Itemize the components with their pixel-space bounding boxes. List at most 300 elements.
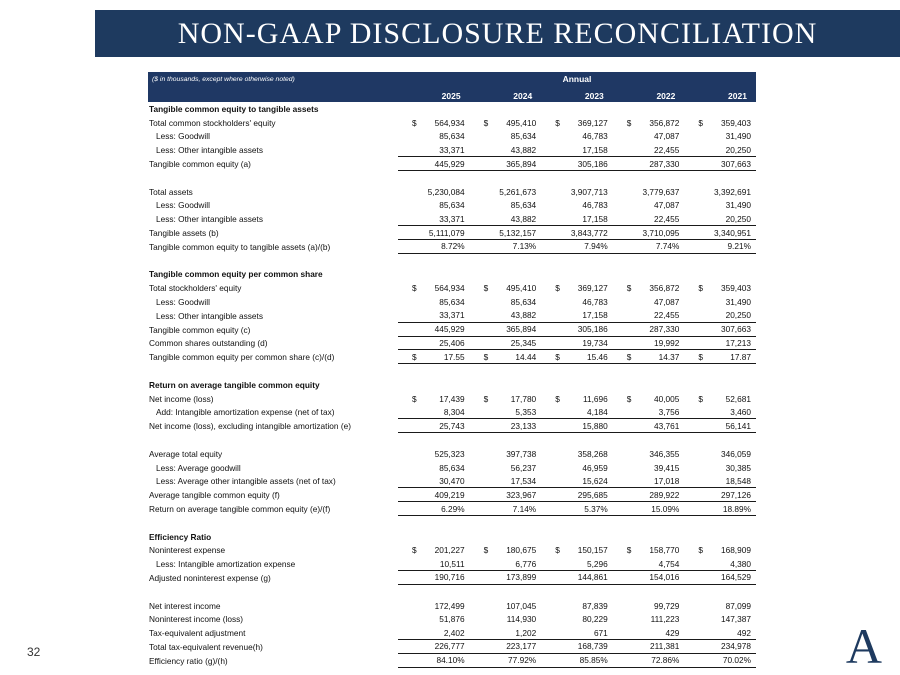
cell-number: 201,227 [434,545,465,556]
cell-value: 8,304 [398,406,470,420]
cell-number: 14.37 [658,351,680,362]
dollar-sign: $ [626,545,632,556]
cell-value: 85.85% [541,654,613,668]
cell-value: 307,663 [684,157,756,171]
cell-value: 72.86% [613,654,685,668]
cell-value: 56,237 [510,462,537,473]
cell-value: 3,779,637 [642,186,680,197]
cell-value: 23,133 [470,419,542,433]
year-label: 2022 [648,90,677,103]
cell-value: 56,141 [684,419,756,433]
cell-value: 85,634 [439,462,465,473]
table-row [148,309,756,323]
cell-value: 6,776 [470,557,542,571]
cell-value [398,281,470,295]
table-row [148,212,756,226]
spacer-row [148,254,756,268]
cell-value: 43,882 [470,212,542,226]
cell-value: 365,894 [470,157,542,171]
row-label: Less: Goodwill [156,297,210,308]
dollar-sign: $ [412,117,417,128]
row-label: Return on average tangible common equity (e)/(f) [149,504,331,514]
cell-value: 20,250 [684,143,756,157]
dollar-sign: $ [626,393,632,404]
cell-number: 17.87 [730,351,751,362]
cell-number: 15.46 [587,351,608,362]
cell-value: 31,490 [725,131,751,142]
cell-value: 297,126 [684,488,756,502]
cell-value: 7.74% [613,240,685,254]
row-label: Less: Other intangible assets [156,310,263,321]
cell-value: 358,268 [577,448,608,459]
cell-value: 409,219 [398,488,470,502]
cell-value [470,116,542,130]
cell-value [684,350,756,364]
cell-value: 10,511 [398,557,470,571]
cell-number: 52,681 [725,393,751,404]
cell-value: 289,922 [613,488,685,502]
cell-value: 70.02% [684,654,756,668]
row-label: Noninterest expense [149,545,226,556]
cell-value: 114,930 [506,614,537,625]
row-label: Total common stockholders' equity [149,117,276,128]
cell-value: 6.29% [398,502,470,516]
table-row [148,350,756,364]
row-label: Average tangible common equity (f) [149,490,280,501]
dollar-sign: $ [412,545,417,556]
table-row [148,557,756,571]
row-label: Less: Other intangible assets [156,214,263,225]
table-row [148,116,756,130]
cell-value [684,116,756,130]
row-label: Tangible common equity (a) [149,159,251,170]
cell-value: 84.10% [398,654,470,668]
table-row [148,185,756,199]
year-label: 2025 [434,90,463,103]
cell-value: 99,729 [653,600,680,611]
cell-value: 77.92% [470,654,542,668]
cell-value [470,544,542,558]
cell-value: 4,380 [684,557,756,571]
row-label: Total assets [149,186,193,197]
year-header [684,86,756,104]
row-label: Common shares outstanding (d) [149,338,268,349]
table-header-note-row [148,72,756,86]
cell-value: 46,783 [582,297,608,308]
table-row [148,295,756,309]
dollar-sign: $ [698,545,703,556]
cell-value: 15,880 [541,419,613,433]
cell-number: 17,780 [510,393,537,404]
cell-value: 87,099 [725,600,751,611]
cell-value: 47,087 [653,297,680,308]
cell-value: 3,756 [613,406,685,420]
company-logo: A [845,618,882,674]
cell-value [684,544,756,558]
cell-value: 287,330 [613,323,685,337]
row-label: Total stockholders' equity [149,283,242,294]
cell-value: 47,087 [653,200,680,211]
cell-value: 85,634 [510,200,537,211]
cell-value: 234,978 [684,640,756,654]
row-label: Return on average tangible common equity [149,379,320,390]
cell-value: 17,213 [684,337,756,351]
row-label: Less: Goodwill [156,200,210,211]
cell-value: 525,323 [434,448,465,459]
dollar-sign: $ [626,351,632,362]
cell-number: 158,770 [649,545,680,556]
cell-number: 150,157 [577,545,608,556]
row-label: Less: Average goodwill [156,462,241,473]
cell-value: 20,250 [684,212,756,226]
cell-value: 39,415 [653,462,680,473]
table-row [148,640,756,654]
cell-value: 22,455 [613,143,685,157]
dollar-sign: $ [626,283,632,294]
dollar-sign: $ [483,117,489,128]
year-header [541,86,613,104]
table-row [148,406,756,420]
dollar-sign: $ [483,283,489,294]
cell-value: 85,634 [439,200,465,211]
cell-value: 17,158 [541,143,613,157]
cell-value: 429 [613,626,685,640]
cell-value: 3,907,713 [570,186,608,197]
section-header-row [148,102,756,116]
cell-value: 346,059 [720,448,751,459]
cell-number: 356,872 [649,117,680,128]
cell-number: 369,127 [577,283,608,294]
spacer-row [148,516,756,530]
row-label: Less: Other intangible assets [156,145,263,156]
cell-value: 5,296 [541,557,613,571]
cell-value: 5,261,673 [499,186,537,197]
cell-value [398,392,470,406]
cell-value: 19,992 [613,337,685,351]
cell-value: 15.09% [613,502,685,516]
spacer-row [148,364,756,378]
cell-value [541,544,613,558]
cell-value: 323,967 [470,488,542,502]
table-row [148,599,756,613]
cell-value: 3,392,691 [714,186,751,197]
cell-number: 14.44 [515,351,537,362]
cell-value [684,392,756,406]
table-row [148,475,756,489]
row-label: Net interest income [149,600,221,611]
dollar-sign: $ [412,351,417,362]
cell-value: 18,548 [684,475,756,489]
cell-value: 15,624 [541,475,613,489]
reconciliation-table [148,72,756,668]
cell-value: 445,929 [398,323,470,337]
cell-value: 17,534 [470,475,542,489]
cell-value: 223,177 [470,640,542,654]
dollar-sign: $ [412,283,417,294]
cell-value: 22,455 [613,309,685,323]
cell-value: 17,158 [541,212,613,226]
spacer-row [148,171,756,185]
dollar-sign: $ [483,351,489,362]
cell-value: 85,634 [439,131,465,142]
cell-number: 369,127 [577,117,608,128]
cell-value: 287,330 [613,157,685,171]
cell-value: 147,387 [720,614,751,625]
cell-value: 47,087 [653,131,680,142]
dollar-sign: $ [698,117,703,128]
row-label: Net income (loss) [149,393,214,404]
row-label: Less: Intangible amortization expense [156,559,296,570]
cell-value: 4,754 [613,557,685,571]
cell-value [398,350,470,364]
cell-value: 43,761 [613,419,685,433]
table-row [148,461,756,475]
cell-number: 495,410 [506,117,537,128]
cell-value [541,392,613,406]
cell-value: 168,739 [541,640,613,654]
dollar-sign: $ [555,545,560,556]
cell-value: 492 [684,626,756,640]
cell-value [613,350,685,364]
cell-value: 85,634 [510,297,537,308]
cell-value: 154,016 [613,571,685,585]
cell-value: 445,929 [398,157,470,171]
cell-value: 9.21% [684,240,756,254]
cell-value: 22,455 [613,212,685,226]
cell-value: 305,186 [541,157,613,171]
cell-value [684,281,756,295]
cell-value: 20,250 [684,309,756,323]
cell-value: 17,018 [613,475,685,489]
cell-value [398,544,470,558]
cell-value [470,350,542,364]
cell-value: 87,839 [582,600,608,611]
cell-value: 3,340,951 [684,226,756,240]
cell-value: 295,685 [541,488,613,502]
cell-value: 18.89% [684,502,756,516]
table-row [148,488,756,502]
cell-value: 43,882 [470,143,542,157]
dollar-sign: $ [555,117,560,128]
cell-number: 17,439 [439,393,465,404]
cell-value: 4,184 [541,406,613,420]
annual-group-header: Annual [562,74,592,84]
dollar-sign: $ [698,351,703,362]
table-row [148,392,756,406]
cell-value: 346,355 [649,448,680,459]
table-body [148,102,756,668]
cell-value: 211,381 [613,640,685,654]
dollar-sign: $ [555,393,560,404]
table-row [148,502,756,516]
cell-value: 2,402 [398,626,470,640]
cell-value: 671 [541,626,613,640]
year-header [613,86,685,104]
year-label: 2024 [505,90,534,103]
year-label: 2021 [720,90,749,103]
row-label: Total tax-equivalent revenue(h) [149,641,263,652]
cell-value: 173,899 [470,571,542,585]
row-label: Efficiency ratio (g)/(h) [149,655,228,666]
year-label: 2023 [577,90,606,103]
cell-value [541,281,613,295]
cell-value: 25,406 [398,337,470,351]
cell-value: 51,876 [439,614,465,625]
row-label: Tax-equivalent adjustment [149,628,246,639]
slide-title: NON-GAAP DISCLOSURE RECONCILIATION [177,16,818,50]
cell-value: 3,710,095 [613,226,685,240]
cell-value: 85,634 [439,297,465,308]
year-header [398,86,470,104]
cell-value: 80,229 [582,614,608,625]
spacer-row [148,585,756,599]
table-row [148,654,756,668]
dollar-sign: $ [412,393,417,404]
cell-value: 144,861 [541,571,613,585]
table-row [148,447,756,461]
row-label: Tangible common equity per common share (c)/(d) [149,352,335,363]
cell-value: 3,843,772 [541,226,613,240]
cell-value: 30,385 [725,462,751,473]
cell-value: 25,345 [470,337,542,351]
table-row [148,626,756,640]
cell-value: 43,882 [470,309,542,323]
section-header-row [148,530,756,544]
cell-number: 359,403 [720,283,751,294]
cell-value: 7.94% [541,240,613,254]
dollar-sign: $ [698,393,703,404]
cell-value: 31,490 [725,200,751,211]
table-header [148,72,756,102]
cell-value: 305,186 [541,323,613,337]
cell-value [613,392,685,406]
spacer-row [148,433,756,447]
cell-value [613,281,685,295]
cell-value: 111,223 [650,614,680,625]
cell-value [613,116,685,130]
cell-number: 40,005 [653,393,680,404]
cell-value: 8.72% [398,240,470,254]
cell-value: 33,371 [398,212,470,226]
row-label: Net income (loss), excluding intangible amortization (e) [149,421,351,432]
row-label: Less: Goodwill [156,131,210,142]
cell-value: 1,202 [470,626,542,640]
table-row [148,143,756,157]
cell-value: 5,230,084 [427,186,465,197]
table-row [148,226,756,240]
row-label: Average total equity [149,448,223,459]
cell-number: 180,675 [506,545,537,556]
row-label: Tangible common equity to tangible assets (a)/(b) [149,241,331,252]
cell-value: 190,716 [398,571,470,585]
table-row [148,157,756,171]
cell-value [470,281,542,295]
cell-number: 564,934 [434,283,465,294]
table-row [148,544,756,558]
row-label: Efficiency Ratio [149,531,212,542]
cell-value: 5,353 [470,406,542,420]
cell-value [470,392,542,406]
table-row [148,337,756,351]
row-label: Tangible assets (b) [149,228,219,239]
cell-number: 168,909 [720,545,751,556]
table-note: ($ in thousands, except where otherwise noted) [152,75,295,83]
row-label: Noninterest income (loss) [149,614,244,625]
cell-value: 30,470 [398,475,470,489]
table-row [148,323,756,337]
cell-value: 7.13% [470,240,542,254]
cell-number: 359,403 [720,117,751,128]
section-header-row [148,268,756,282]
cell-value [613,544,685,558]
cell-value: 307,663 [684,323,756,337]
dollar-sign: $ [626,117,632,128]
row-label: Less: Average other intangible assets (net of tax) [156,476,336,487]
cell-value: 172,499 [434,600,465,611]
cell-number: 356,872 [649,283,680,294]
dollar-sign: $ [555,351,560,362]
table-row [148,281,756,295]
cell-value: 25,743 [398,419,470,433]
cell-value: 33,371 [398,143,470,157]
cell-number: 17.55 [443,351,465,362]
cell-value: 5,132,157 [470,226,542,240]
cell-value: 17,158 [541,309,613,323]
cell-number: 564,934 [434,117,465,128]
cell-value: 107,045 [506,600,537,611]
dollar-sign: $ [483,545,489,556]
cell-value: 5.37% [541,502,613,516]
cell-value: 31,490 [725,297,751,308]
page-number: 32 [27,645,41,659]
cell-value [541,116,613,130]
table-row [148,240,756,254]
cell-value: 365,894 [470,323,542,337]
dollar-sign: $ [555,283,560,294]
cell-value [541,350,613,364]
table-row [148,612,756,626]
cell-value [398,116,470,130]
cell-value: 33,371 [398,309,470,323]
dollar-sign: $ [698,283,703,294]
row-label: Adjusted noninterest expense (g) [149,572,271,583]
cell-number: 495,410 [506,283,537,294]
section-header-row [148,378,756,392]
table-row [148,571,756,585]
row-label: Add: Intangible amortization expense (net of tax) [156,407,335,418]
year-header [470,86,542,104]
cell-value: 19,734 [541,337,613,351]
cell-value: 46,783 [582,131,608,142]
cell-number: 11,696 [583,393,608,404]
cell-value: 397,738 [506,448,537,459]
cell-value: 46,783 [582,200,608,211]
dollar-sign: $ [483,393,489,404]
cell-value: 226,777 [398,640,470,654]
cell-value: 3,460 [684,406,756,420]
cell-value: 7.14% [470,502,542,516]
cell-value: 5,111,079 [398,226,470,240]
cell-value: 85,634 [510,131,537,142]
table-row [148,199,756,213]
title-bar [95,10,900,57]
cell-value: 46,959 [582,462,608,473]
year-header-row [148,86,756,102]
table-row [148,130,756,144]
row-label: Tangible common equity (c) [149,324,251,335]
row-label: Tangible common equity per common share [149,269,323,280]
row-label: Tangible common equity to tangible assets [149,103,319,114]
